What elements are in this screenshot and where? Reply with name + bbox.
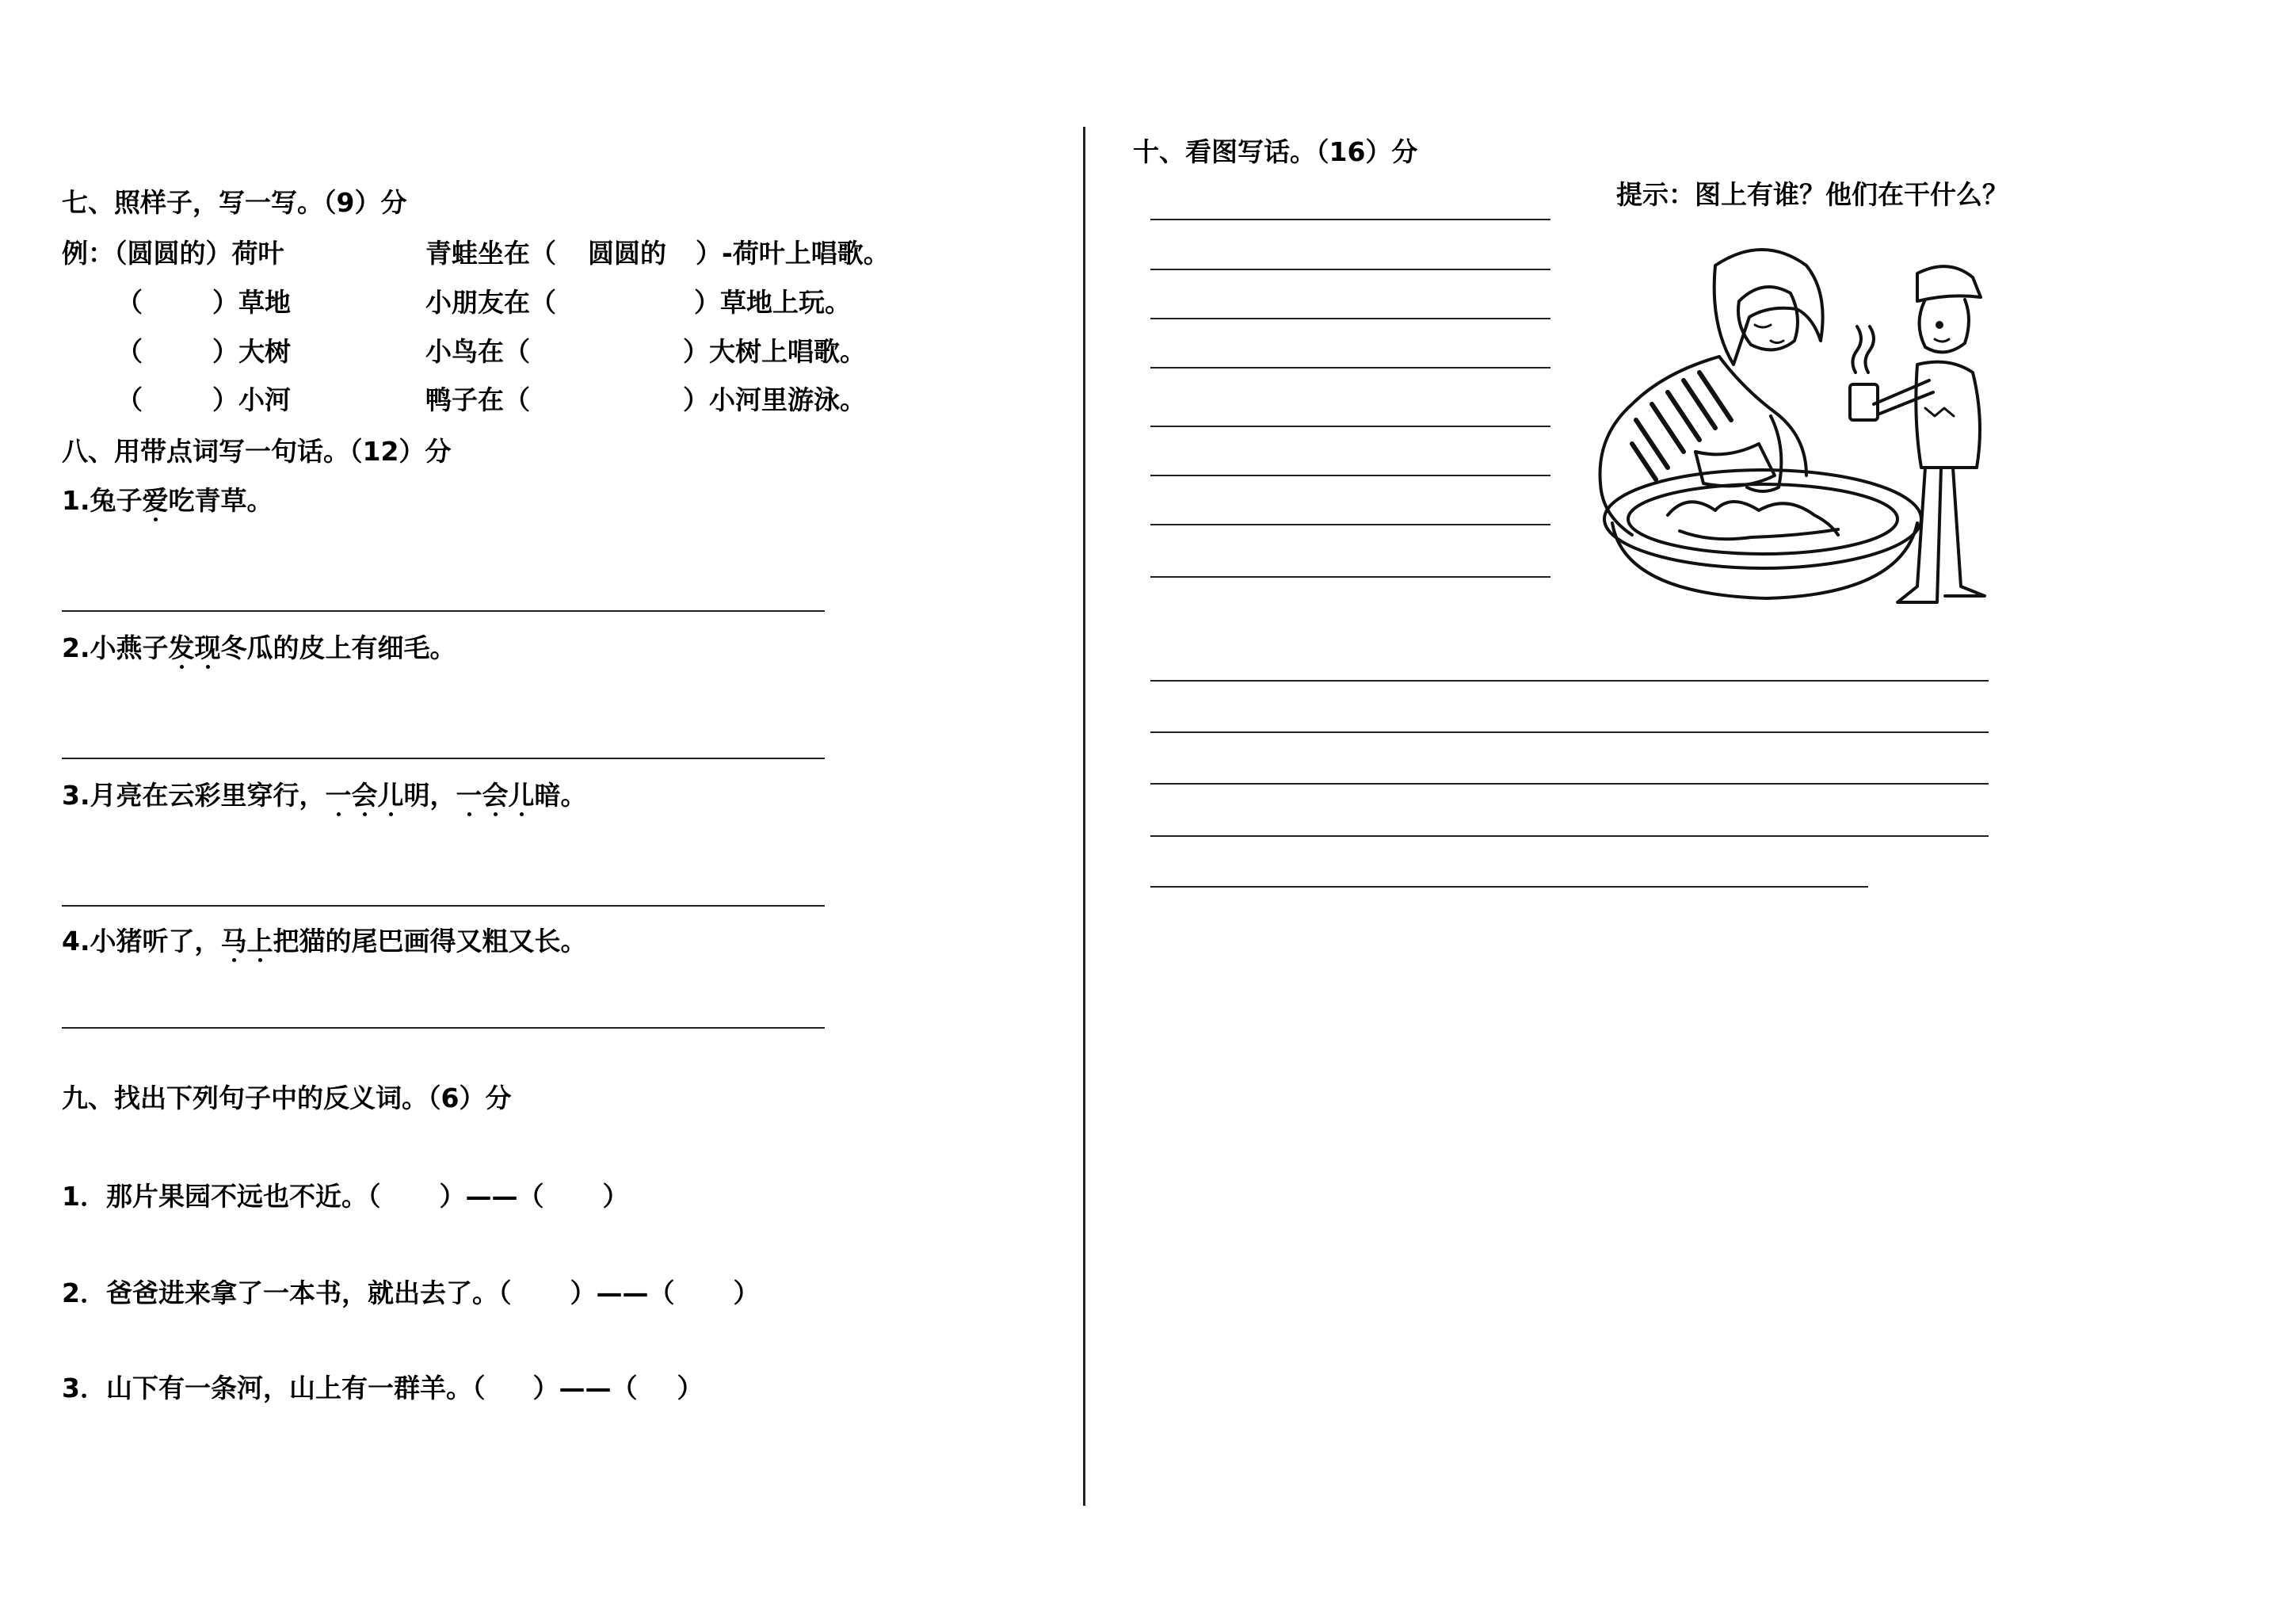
s7-example-right-b: ）-荷叶上唱歌。 bbox=[696, 238, 890, 269]
s8-item4: 4.小猪听了，马上把猫的尾巴画得又粗又长。 bbox=[62, 926, 587, 957]
s10-line-short-5[interactable] bbox=[1150, 426, 1550, 427]
s8-answer-line-2[interactable] bbox=[62, 758, 825, 759]
s10-line-short-4[interactable] bbox=[1150, 367, 1550, 369]
s7-row2-close: ）大树 bbox=[212, 336, 291, 367]
s9-item3: 3．山下有一条河，山上有一群羊。（ ）——（ ） bbox=[62, 1373, 704, 1403]
s7-example-right-a: 青蛙坐在（ bbox=[425, 238, 556, 269]
section10-title: 十、看图写话。（16）分 bbox=[1133, 136, 1418, 167]
s10-hint: 提示：图上有谁？他们在干什么？ bbox=[1616, 179, 2008, 210]
s10-line-long-4[interactable] bbox=[1150, 835, 1989, 837]
s8-answer-line-3[interactable] bbox=[62, 905, 825, 907]
s7-row3-open: （ bbox=[116, 384, 143, 415]
s7-row2-right-b: ）大树上唱歌。 bbox=[683, 336, 866, 367]
s9-item2: 2．爸爸进来拿了一本书，就出去了。（ ）——（ ） bbox=[62, 1277, 760, 1308]
s7-row3-right-b: ）小河里游泳。 bbox=[683, 384, 866, 415]
s9-item1: 1．那片果园不远也不近。（ ）——（ ） bbox=[62, 1181, 629, 1212]
s10-line-short-1[interactable] bbox=[1150, 219, 1550, 220]
s8-answer-line-1[interactable] bbox=[62, 610, 825, 612]
s10-line-short-2[interactable] bbox=[1150, 269, 1550, 270]
s7-row3-close: ）小河 bbox=[212, 384, 291, 415]
s8-item2: 2.小燕子发现冬瓜的皮上有细毛。 bbox=[62, 632, 456, 663]
s10-line-long-1[interactable] bbox=[1150, 680, 1989, 682]
s10-line-short-6[interactable] bbox=[1150, 475, 1550, 476]
s8-item3: 3.月亮在云彩里穿行，一会儿明，一会儿暗。 bbox=[62, 780, 587, 811]
column-divider bbox=[1083, 127, 1085, 1506]
s10-line-short-8[interactable] bbox=[1150, 576, 1550, 578]
s7-example-fill: 圆圆的 bbox=[588, 238, 666, 269]
s7-row1-right-b: ）草地上玩。 bbox=[694, 287, 851, 318]
s10-line-long-5[interactable] bbox=[1150, 886, 1868, 888]
s10-line-short-3[interactable] bbox=[1150, 318, 1550, 319]
s7-row2-open: （ bbox=[116, 336, 143, 367]
s10-line-short-7[interactable] bbox=[1150, 524, 1550, 525]
s7-row1-right-a: 小朋友在（ bbox=[425, 287, 556, 318]
s8-answer-line-4[interactable] bbox=[62, 1027, 825, 1029]
section9-title: 九、找出下列句子中的反义词。（6）分 bbox=[62, 1083, 512, 1113]
s10-line-long-3[interactable] bbox=[1150, 783, 1989, 785]
s7-row3-right-a: 鸭子在（ bbox=[425, 384, 530, 415]
picture-mother-and-child bbox=[1577, 246, 2004, 634]
s7-row1-close: ）草地 bbox=[212, 287, 291, 318]
s8-item1: 1.兔子爱吃青草。 bbox=[62, 485, 273, 516]
s10-line-long-2[interactable] bbox=[1150, 731, 1989, 733]
s7-example-left: 例：（圆圆的）荷叶 bbox=[62, 238, 284, 269]
section8-title: 八、用带点词写一句话。（12）分 bbox=[62, 436, 452, 467]
s7-row1-open: （ bbox=[116, 287, 143, 318]
section7-title: 七、照样子，写一写。（9）分 bbox=[62, 187, 407, 218]
s7-row2-right-a: 小鸟在（ bbox=[425, 336, 530, 367]
